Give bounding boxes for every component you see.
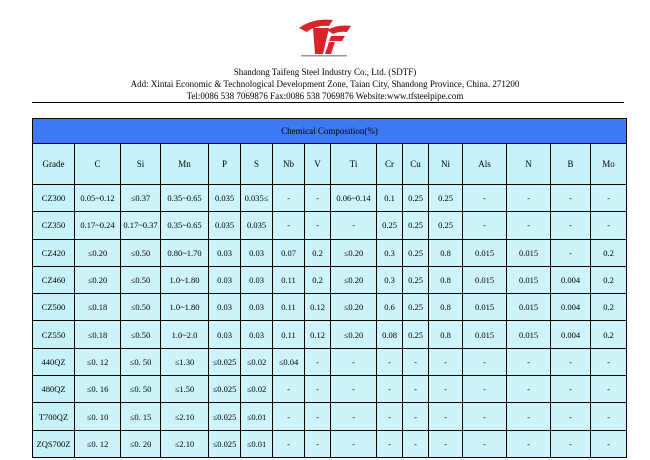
value-cell: ≤0.20	[331, 239, 377, 266]
value-cell: ≤0.20	[331, 321, 377, 348]
value-cell: ≤0.37	[121, 185, 161, 212]
value-cell: 0.11	[273, 321, 305, 348]
column-header: Mo	[591, 144, 627, 185]
column-header: C	[75, 144, 121, 185]
column-header: Grade	[33, 144, 75, 185]
table-row	[33, 212, 627, 239]
column-header: Si	[121, 144, 161, 185]
value-cell: 0.2	[305, 239, 331, 266]
value-cell: -	[551, 239, 591, 266]
value-cell: -	[331, 348, 377, 375]
value-cell: -	[551, 348, 591, 375]
value-cell: ≤0.20	[331, 294, 377, 321]
column-header: Nb	[273, 144, 305, 185]
value-cell: ≤0. 20	[121, 430, 161, 457]
company-logo	[293, 14, 355, 58]
value-cell: 0.25	[403, 321, 429, 348]
value-cell: 0.12	[305, 321, 331, 348]
value-cell: -	[507, 185, 551, 212]
value-cell: -	[273, 403, 305, 430]
value-cell: ≤0. 15	[121, 403, 161, 430]
value-cell: 0.17~0.24	[75, 212, 121, 239]
value-cell: 0.35~0.65	[161, 185, 209, 212]
value-cell: ≤0.04	[273, 348, 305, 375]
value-cell: 0.03	[241, 294, 273, 321]
column-header: S	[241, 144, 273, 185]
table-row	[33, 239, 627, 266]
table-row	[33, 294, 627, 321]
column-header: N	[507, 144, 551, 185]
value-cell: 0.015	[463, 321, 507, 348]
value-cell: ≤0. 50	[121, 348, 161, 375]
value-cell: 0.25	[429, 212, 463, 239]
value-cell: 0.25	[403, 185, 429, 212]
value-cell: -	[463, 185, 507, 212]
grade-cell: T700QZ	[33, 403, 75, 430]
value-cell: -	[305, 376, 331, 403]
company-name: Shandong Taifeng Steel Industry Co., Ltd. (SDTF)	[233, 67, 417, 77]
value-cell: -	[403, 348, 429, 375]
value-cell: -	[591, 212, 627, 239]
value-cell: -	[463, 376, 507, 403]
value-cell: -	[507, 403, 551, 430]
value-cell: -	[377, 430, 403, 457]
value-cell: 0.07	[273, 239, 305, 266]
value-cell: -	[507, 348, 551, 375]
value-cell: -	[273, 376, 305, 403]
table-row	[33, 185, 627, 212]
value-cell: -	[507, 376, 551, 403]
value-cell: -	[305, 430, 331, 457]
value-cell: 0.03	[241, 266, 273, 293]
value-cell: ≤0.50	[121, 294, 161, 321]
value-cell: ≤0.20	[75, 239, 121, 266]
grade-cell: CZ300	[33, 185, 75, 212]
column-header: Als	[463, 144, 507, 185]
grade-cell: CZ550	[33, 321, 75, 348]
table-row	[33, 376, 627, 403]
value-cell: 0.25	[403, 266, 429, 293]
grade-cell: ZQS700Z	[33, 430, 75, 457]
value-cell: 0.004	[551, 294, 591, 321]
table-row	[33, 266, 627, 293]
value-cell: 0.8	[429, 239, 463, 266]
header-divider	[32, 102, 624, 103]
value-cell: ≤2.10	[161, 403, 209, 430]
value-cell: ≤1.30	[161, 348, 209, 375]
value-cell: 0.25	[377, 212, 403, 239]
column-header: Cu	[403, 144, 429, 185]
value-cell: ≤0. 10	[75, 403, 121, 430]
grade-cell: CZ420	[33, 239, 75, 266]
value-cell: -	[463, 348, 507, 375]
value-cell: -	[429, 376, 463, 403]
value-cell: ≤1.50	[161, 376, 209, 403]
value-cell: -	[273, 430, 305, 457]
value-cell: 0.08	[377, 321, 403, 348]
value-cell: -	[429, 348, 463, 375]
column-header: B	[551, 144, 591, 185]
value-cell: -	[551, 430, 591, 457]
value-cell: 0.035	[209, 185, 241, 212]
value-cell: 0.1	[377, 185, 403, 212]
value-cell: 0.25	[403, 239, 429, 266]
grade-cell: CZ500	[33, 294, 75, 321]
value-cell: -	[591, 403, 627, 430]
value-cell: 0.035≤	[241, 185, 273, 212]
column-header: Ni	[429, 144, 463, 185]
value-cell: -	[463, 430, 507, 457]
table-row	[33, 430, 627, 457]
value-cell: 0.03	[209, 266, 241, 293]
value-cell: 0.2	[591, 266, 627, 293]
value-cell: ≤0.18	[75, 321, 121, 348]
value-cell: 0.015	[507, 266, 551, 293]
value-cell: 0.2	[591, 294, 627, 321]
value-cell: ≤0.025	[209, 430, 241, 457]
value-cell: -	[551, 403, 591, 430]
grade-cell: CZ460	[33, 266, 75, 293]
value-cell: ≤0. 50	[121, 376, 161, 403]
value-cell: -	[551, 185, 591, 212]
value-cell: 0.004	[551, 321, 591, 348]
value-cell: 0.2	[305, 266, 331, 293]
value-cell: -	[507, 212, 551, 239]
chemical-composition-table	[32, 118, 627, 458]
value-cell: 0.015	[463, 266, 507, 293]
table-row	[33, 403, 627, 430]
value-cell: -	[331, 212, 377, 239]
value-cell: ≤0.20	[331, 266, 377, 293]
value-cell: -	[507, 430, 551, 457]
value-cell: ≤0. 12	[75, 348, 121, 375]
value-cell: 0.25	[403, 294, 429, 321]
value-cell: 0.015	[463, 239, 507, 266]
value-cell: 0.05~0.12	[75, 185, 121, 212]
value-cell: 0.25	[403, 212, 429, 239]
value-cell: -	[331, 430, 377, 457]
value-cell: ≤0.025	[209, 348, 241, 375]
value-cell: -	[273, 185, 305, 212]
value-cell: -	[331, 403, 377, 430]
value-cell: -	[463, 403, 507, 430]
value-cell: 0.03	[241, 321, 273, 348]
value-cell: 0.3	[377, 239, 403, 266]
value-cell: -	[591, 348, 627, 375]
value-cell: 0.17~0.37	[121, 212, 161, 239]
value-cell: 0.6	[377, 294, 403, 321]
company-address: Add: Xintai Economic & Technological Development Zone, Taian City, Shandong Province, China. 271200	[130, 79, 520, 89]
column-header: Mn	[161, 144, 209, 185]
value-cell: ≤0. 16	[75, 376, 121, 403]
value-cell: 0.015	[507, 321, 551, 348]
value-cell: -	[377, 403, 403, 430]
value-cell: 1.0~1.80	[161, 294, 209, 321]
value-cell: 0.2	[591, 239, 627, 266]
grade-cell: CZ350	[33, 212, 75, 239]
value-cell: ≤0.025	[209, 376, 241, 403]
value-cell: 0.3	[377, 266, 403, 293]
value-cell: ≤0.01	[241, 403, 273, 430]
value-cell: -	[305, 403, 331, 430]
grade-cell: 440QZ	[33, 348, 75, 375]
value-cell: -	[331, 376, 377, 403]
value-cell: ≤0.01	[241, 430, 273, 457]
value-cell: -	[463, 212, 507, 239]
value-cell: 0.06~0.14	[331, 185, 377, 212]
value-cell: 0.11	[273, 266, 305, 293]
company-contact: Tel:0086 538 7069876 Fax:0086 538 7069876 Website:www.tfsteelpipe.com	[186, 91, 464, 101]
value-cell: -	[403, 403, 429, 430]
value-cell: -	[551, 376, 591, 403]
value-cell: 0.015	[507, 239, 551, 266]
value-cell: ≤2.10	[161, 430, 209, 457]
value-cell: 0.015	[463, 294, 507, 321]
table-row	[33, 348, 627, 375]
column-header: Ti	[331, 144, 377, 185]
value-cell: 0.35~0.65	[161, 212, 209, 239]
value-cell: ≤0.02	[241, 376, 273, 403]
value-cell: -	[429, 403, 463, 430]
value-cell: 0.004	[551, 266, 591, 293]
value-cell: 0.12	[305, 294, 331, 321]
value-cell: -	[591, 376, 627, 403]
value-cell: -	[305, 348, 331, 375]
value-cell: 0.80~1.70	[161, 239, 209, 266]
column-header: V	[305, 144, 331, 185]
grade-cell: 480QZ	[33, 376, 75, 403]
value-cell: ≤0. 12	[75, 430, 121, 457]
value-cell: 0.25	[429, 185, 463, 212]
value-cell: 0.03	[209, 294, 241, 321]
value-cell: 1.0~2.0	[161, 321, 209, 348]
value-cell: 0.03	[241, 239, 273, 266]
value-cell: ≤0.50	[121, 266, 161, 293]
value-cell: ≤0.025	[209, 403, 241, 430]
value-cell: 0.8	[429, 294, 463, 321]
value-cell: 0.015	[507, 294, 551, 321]
value-cell: 0.8	[429, 266, 463, 293]
value-cell: ≤0.50	[121, 239, 161, 266]
value-cell: -	[403, 430, 429, 457]
value-cell: 0.2	[591, 321, 627, 348]
value-cell: 0.035	[209, 212, 241, 239]
value-cell: 0.8	[429, 321, 463, 348]
value-cell: ≤0.02	[241, 348, 273, 375]
column-header: P	[209, 144, 241, 185]
value-cell: 0.03	[209, 321, 241, 348]
value-cell: -	[377, 348, 403, 375]
value-cell: ≤0.18	[75, 294, 121, 321]
value-cell: ≤0.50	[121, 321, 161, 348]
value-cell: ≤0.20	[75, 266, 121, 293]
value-cell: -	[305, 212, 331, 239]
value-cell: -	[273, 212, 305, 239]
value-cell: 0.11	[273, 294, 305, 321]
value-cell: -	[591, 430, 627, 457]
column-header: Cr	[377, 144, 403, 185]
value-cell: 0.03	[209, 239, 241, 266]
value-cell: -	[305, 185, 331, 212]
value-cell: -	[551, 212, 591, 239]
value-cell: 1.0~1.80	[161, 266, 209, 293]
value-cell: 0.035	[241, 212, 273, 239]
value-cell: -	[591, 185, 627, 212]
table-title: Chemical Composition(%)	[33, 119, 627, 144]
value-cell: -	[429, 430, 463, 457]
table-row	[33, 321, 627, 348]
value-cell: -	[403, 376, 429, 403]
value-cell: -	[377, 376, 403, 403]
